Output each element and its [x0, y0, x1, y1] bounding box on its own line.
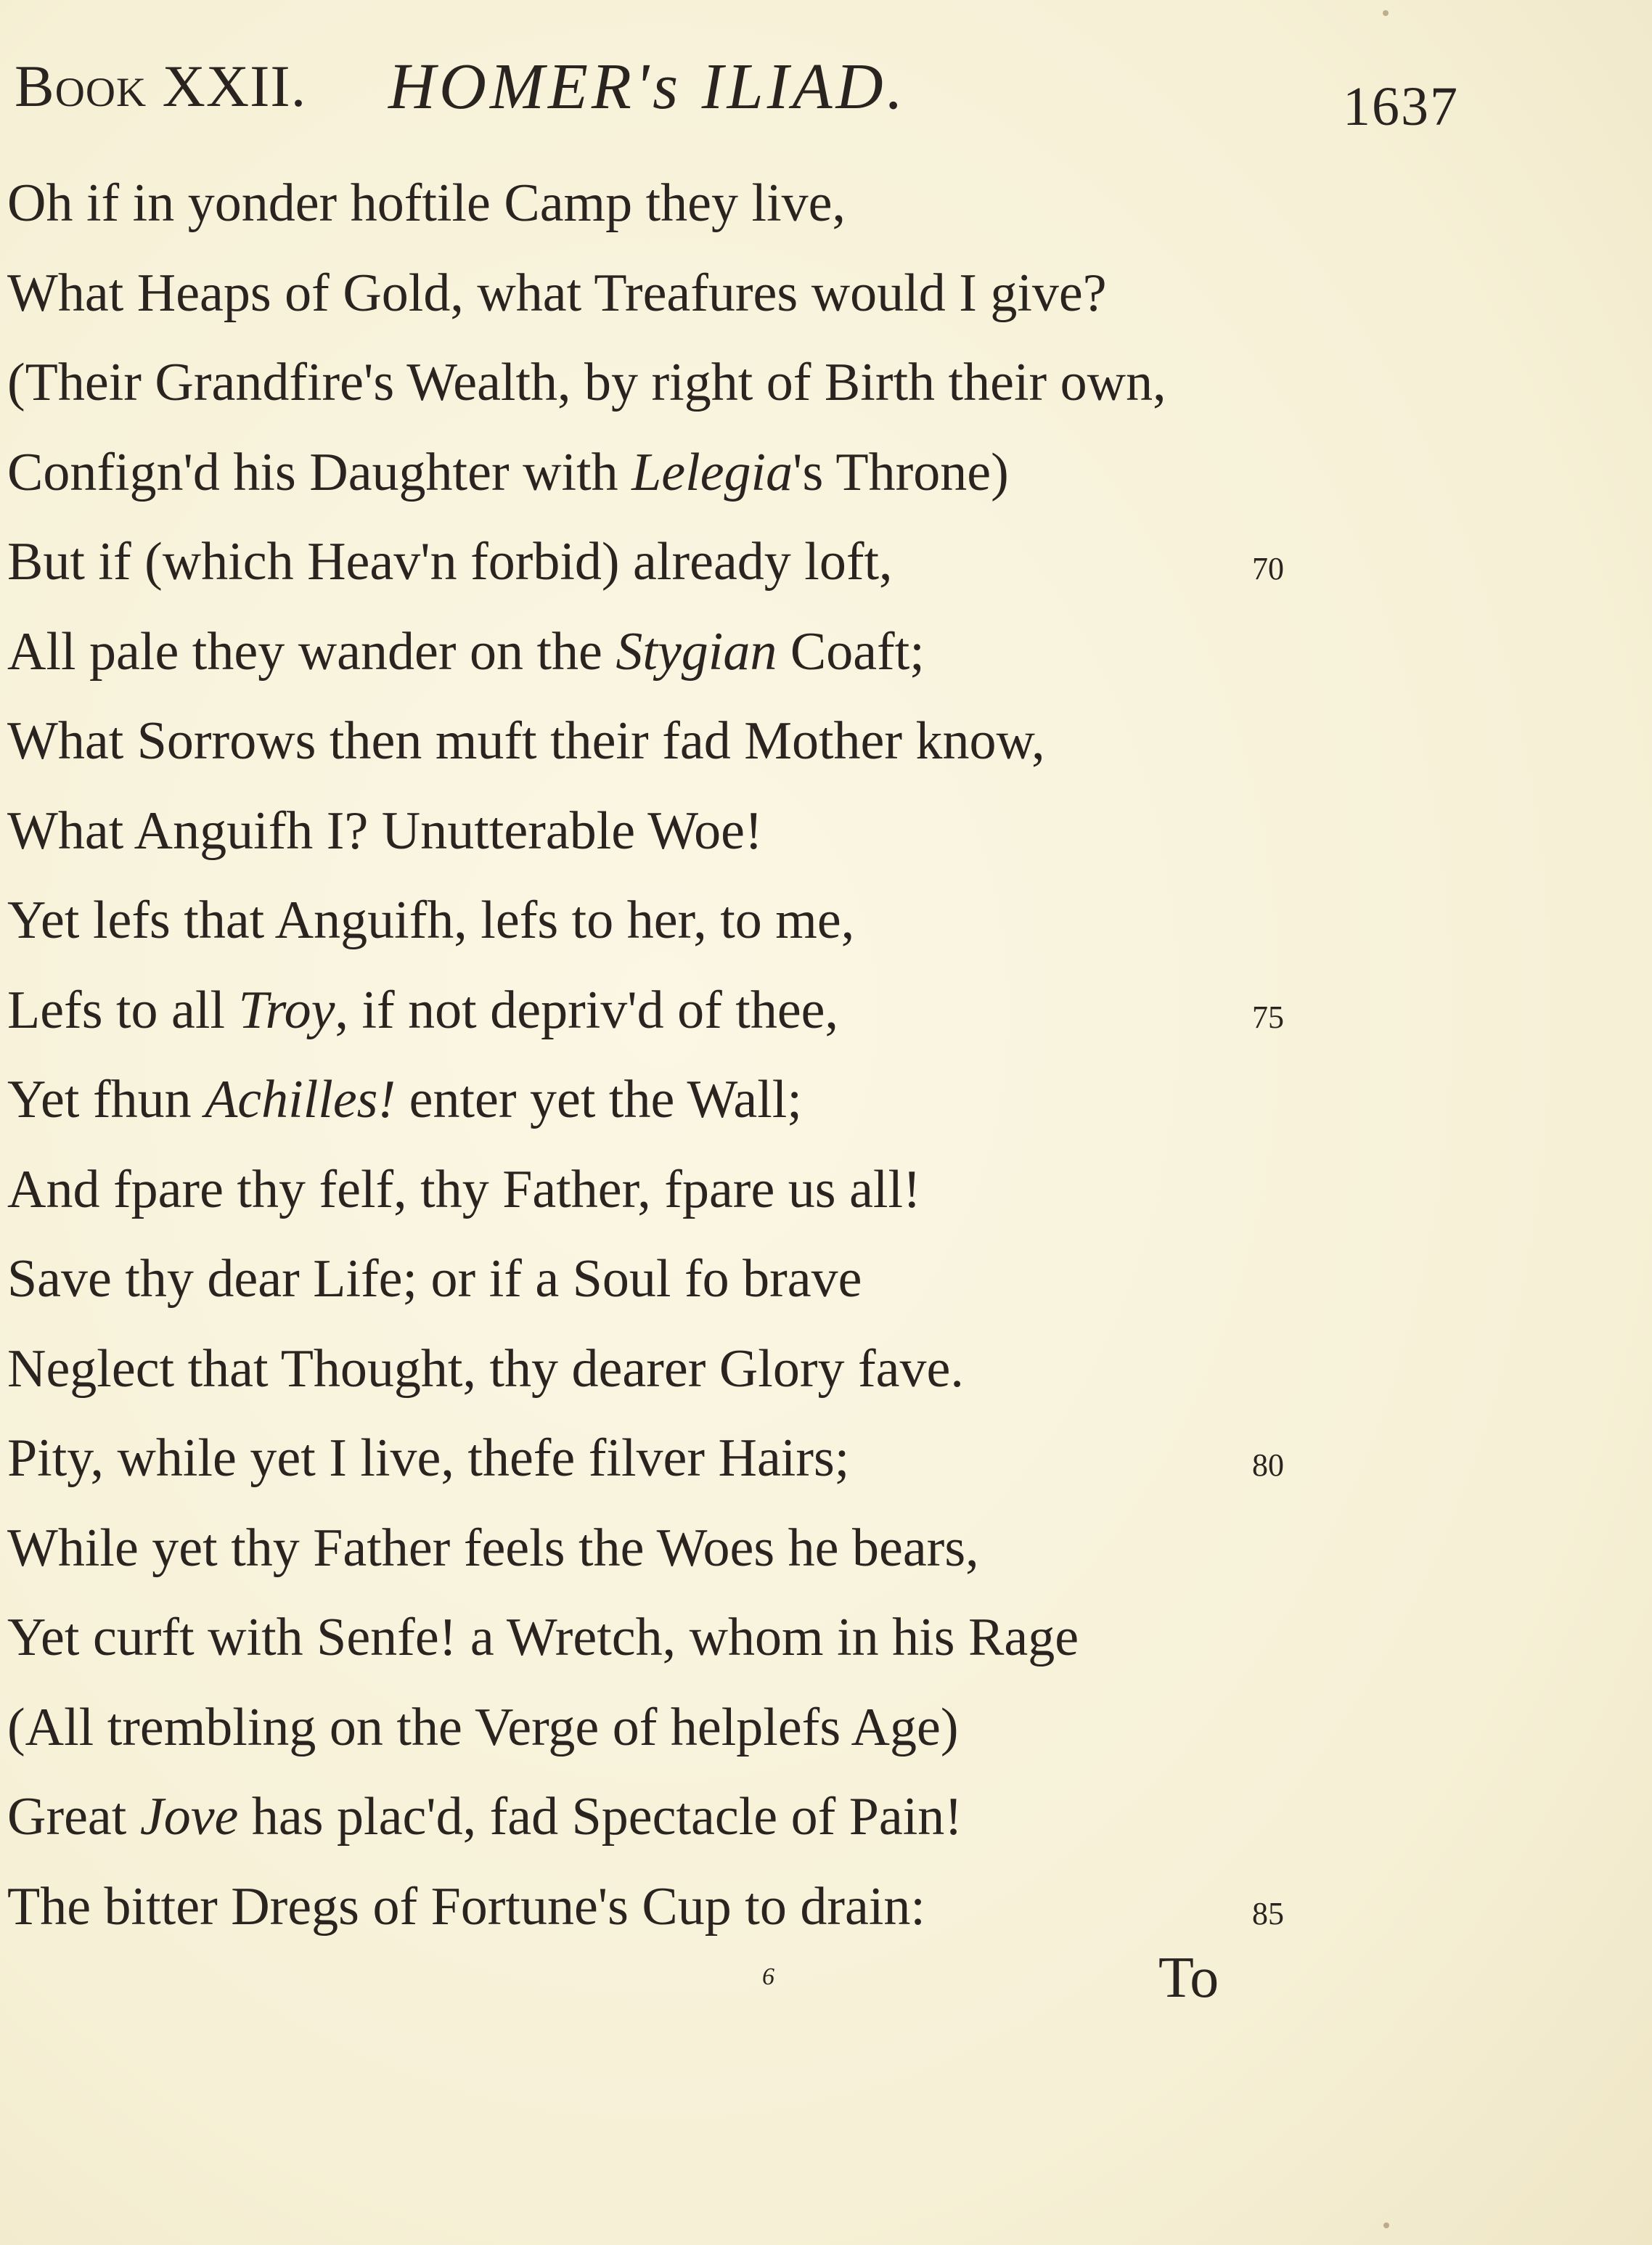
verse-line-text: Neglect that Thought, thy dearer Glory fave. [7, 1338, 964, 1399]
verse-line-text: Pity, while yet I live, thefe filver Hairs; [7, 1428, 850, 1488]
verse-line [7, 526, 893, 598]
verse-line [7, 1063, 802, 1136]
verse-line-text: The bitter Dregs of Fortune's Cup to drain: [7, 1876, 925, 1937]
running-header [15, 45, 1640, 137]
verse-line-text: Yet lefs that Anguifh, lefs to her, to me, [7, 891, 855, 950]
verse-line-text: But if (which Heav'n forbid) already loft, [7, 532, 893, 592]
verse-line [7, 974, 838, 1047]
verse-line [7, 167, 846, 240]
paper-speck [1383, 2222, 1389, 2228]
line-number: 80 [1252, 1447, 1284, 1483]
verse-line-text: Oh if in yonder hoftile Camp they live, [7, 173, 846, 233]
verse-line-text: And fpare thy felf, thy Father, fpare us all! [7, 1159, 921, 1219]
line-number: 85 [1252, 1895, 1284, 1931]
verse-line [7, 884, 854, 957]
verse-line [7, 1601, 1079, 1674]
verse-line-text: Yet fhun Achilles! enter yet the Wall; [7, 1070, 802, 1129]
verse-line [7, 436, 1009, 509]
verse-line [7, 1780, 962, 1853]
running-title: HOMER's ILIAD. [388, 51, 907, 123]
verse-line-text: What Sorrows then muft their fad Mother know, [7, 711, 1045, 771]
signature-mark: 6 [762, 1963, 774, 1990]
show-through-text [1183, 145, 1546, 2032]
verse-line [7, 1243, 862, 1315]
verse-line [7, 1512, 979, 1584]
verse-line-text: All pale they wander on the Stygian Coaft; [7, 621, 925, 682]
verse-line [7, 795, 763, 867]
book-number: Book XXII. [15, 53, 307, 119]
verse-line-text: Great Jove has plac'd, fad Spectacle of Pain! [7, 1787, 962, 1847]
verse-line [7, 1153, 921, 1226]
catchword: To [1158, 1946, 1219, 2010]
verse-line [7, 1870, 925, 1943]
line-number: 70 [1252, 551, 1284, 586]
verse-line-text: What Heaps of Gold, what Treafures would I give? [7, 263, 1107, 323]
verse-line-text: Lefs to all Troy, if not depriv'd of thee, [7, 980, 839, 1040]
verse-line [7, 1691, 958, 1764]
verse-line [7, 616, 925, 688]
verse-line-text: (All trembling on the Verge of helplefs Age) [7, 1697, 959, 1757]
page-number: 1637 [1343, 76, 1459, 137]
verse-line-text: (Their Grandfire's Wealth, by right of Birth their own, [7, 353, 1166, 412]
paper-speck [1383, 10, 1389, 16]
verse-line-text: What Anguifh I? Unutterable Woe! [7, 801, 763, 861]
verse-line [7, 1333, 964, 1405]
verse-line [7, 1422, 849, 1494]
verse-line-text: While yet thy Father feels the Woes he bears, [7, 1518, 979, 1578]
verse-line-text: Confign'd his Daughter with Lelegia's Throne) [7, 442, 1009, 502]
verse-line-text: Save thy dear Life; or if a Soul fo brave [7, 1249, 862, 1309]
verse-line [7, 705, 1045, 777]
verse-line [7, 257, 1107, 330]
verse-line [7, 346, 1166, 419]
verse-line-text: Yet curft with Senfe! a Wretch, whom in his Rage [7, 1608, 1079, 1667]
line-number: 75 [1252, 999, 1284, 1035]
